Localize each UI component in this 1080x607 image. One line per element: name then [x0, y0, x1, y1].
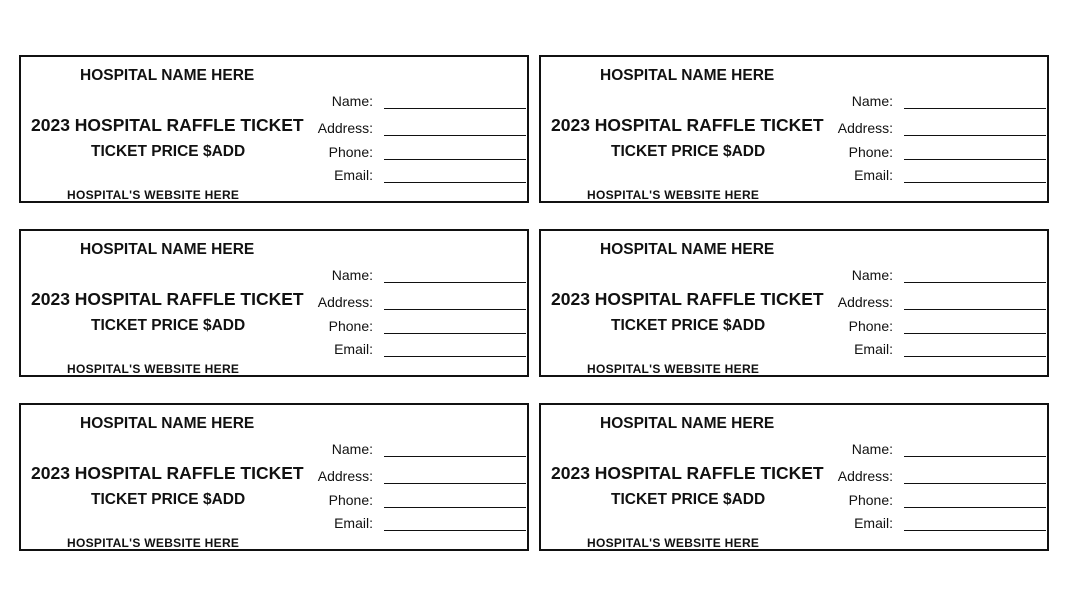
address-label: Address: [317, 294, 373, 310]
address-label: Address: [317, 120, 373, 136]
email-line[interactable] [904, 530, 1046, 531]
phone-line[interactable] [904, 333, 1046, 334]
name-field [301, 441, 526, 459]
email-label: Email: [334, 515, 373, 531]
phone-field [301, 492, 526, 510]
email-label: Email: [854, 167, 893, 183]
hospital-website: HOSPITAL'S WEBSITE HERE [587, 362, 760, 376]
email-field [821, 341, 1046, 359]
name-label: Name: [851, 267, 893, 283]
email-field [301, 515, 526, 533]
email-line[interactable] [384, 530, 526, 531]
hospital-name: HOSPITAL NAME HERE [80, 241, 255, 258]
name-field [821, 93, 1046, 111]
name-field [821, 441, 1046, 459]
hospital-name: HOSPITAL NAME HERE [80, 67, 255, 84]
hospital-website: HOSPITAL'S WEBSITE HERE [67, 188, 240, 202]
ticket-price: TICKET PRICE $ADD [91, 491, 246, 508]
phone-line[interactable] [384, 507, 526, 508]
phone-field [301, 318, 526, 336]
phone-label: Phone: [328, 492, 373, 508]
ticket-title: 2023 HOSPITAL RAFFLE TICKET [551, 463, 824, 483]
address-field [821, 120, 1046, 138]
raffle-ticket-4 [539, 229, 1049, 377]
email-label: Email: [854, 341, 893, 357]
phone-field [821, 492, 1046, 510]
email-field [301, 167, 526, 185]
name-field [301, 267, 526, 285]
name-field [301, 93, 526, 111]
hospital-name: HOSPITAL NAME HERE [600, 241, 775, 258]
raffle-ticket-6 [539, 403, 1049, 551]
name-field [821, 267, 1046, 285]
ticket-title: 2023 HOSPITAL RAFFLE TICKET [31, 463, 304, 483]
address-field [301, 468, 526, 486]
address-field [821, 294, 1046, 312]
name-line[interactable] [904, 456, 1046, 457]
name-label: Name: [331, 93, 373, 109]
address-label: Address: [837, 468, 893, 484]
raffle-ticket-2 [539, 55, 1049, 203]
address-field [301, 294, 526, 312]
hospital-website: HOSPITAL'S WEBSITE HERE [67, 362, 240, 376]
ticket-price: TICKET PRICE $ADD [611, 491, 766, 508]
ticket-title: 2023 HOSPITAL RAFFLE TICKET [551, 289, 824, 309]
address-line[interactable] [384, 309, 526, 310]
email-field [301, 341, 526, 359]
hospital-website: HOSPITAL'S WEBSITE HERE [67, 536, 240, 550]
email-line[interactable] [384, 356, 526, 357]
phone-label: Phone: [848, 144, 893, 160]
hospital-name: HOSPITAL NAME HERE [600, 67, 775, 84]
ticket-title: 2023 HOSPITAL RAFFLE TICKET [551, 115, 824, 135]
address-line[interactable] [904, 135, 1046, 136]
hospital-name: HOSPITAL NAME HERE [80, 415, 255, 432]
raffle-ticket-1 [19, 55, 529, 203]
ticket-price: TICKET PRICE $ADD [611, 317, 766, 334]
phone-line[interactable] [904, 507, 1046, 508]
email-line[interactable] [384, 182, 526, 183]
hospital-website: HOSPITAL'S WEBSITE HERE [587, 188, 760, 202]
phone-line[interactable] [384, 333, 526, 334]
address-line[interactable] [384, 135, 526, 136]
email-label: Email: [854, 515, 893, 531]
ticket-title: 2023 HOSPITAL RAFFLE TICKET [31, 289, 304, 309]
name-label: Name: [331, 267, 373, 283]
name-label: Name: [331, 441, 373, 457]
email-label: Email: [334, 167, 373, 183]
phone-field [821, 318, 1046, 336]
ticket-title: 2023 HOSPITAL RAFFLE TICKET [31, 115, 304, 135]
phone-field [301, 144, 526, 162]
ticket-price: TICKET PRICE $ADD [611, 143, 766, 160]
email-label: Email: [334, 341, 373, 357]
ticket-price: TICKET PRICE $ADD [91, 317, 246, 334]
address-label: Address: [837, 294, 893, 310]
name-label: Name: [851, 93, 893, 109]
phone-label: Phone: [848, 492, 893, 508]
name-line[interactable] [384, 108, 526, 109]
address-field [301, 120, 526, 138]
phone-field [821, 144, 1046, 162]
address-label: Address: [317, 468, 373, 484]
email-line[interactable] [904, 182, 1046, 183]
phone-label: Phone: [848, 318, 893, 334]
raffle-ticket-3 [19, 229, 529, 377]
name-label: Name: [851, 441, 893, 457]
ticket-price: TICKET PRICE $ADD [91, 143, 246, 160]
name-line[interactable] [904, 282, 1046, 283]
phone-line[interactable] [384, 159, 526, 160]
raffle-ticket-5 [19, 403, 529, 551]
hospital-website: HOSPITAL'S WEBSITE HERE [587, 536, 760, 550]
phone-label: Phone: [328, 144, 373, 160]
address-line[interactable] [384, 483, 526, 484]
phone-line[interactable] [904, 159, 1046, 160]
email-field [821, 167, 1046, 185]
name-line[interactable] [904, 108, 1046, 109]
email-line[interactable] [904, 356, 1046, 357]
phone-label: Phone: [328, 318, 373, 334]
address-label: Address: [837, 120, 893, 136]
address-line[interactable] [904, 309, 1046, 310]
address-field [821, 468, 1046, 486]
email-field [821, 515, 1046, 533]
hospital-name: HOSPITAL NAME HERE [600, 415, 775, 432]
name-line[interactable] [384, 456, 526, 457]
address-line[interactable] [904, 483, 1046, 484]
name-line[interactable] [384, 282, 526, 283]
